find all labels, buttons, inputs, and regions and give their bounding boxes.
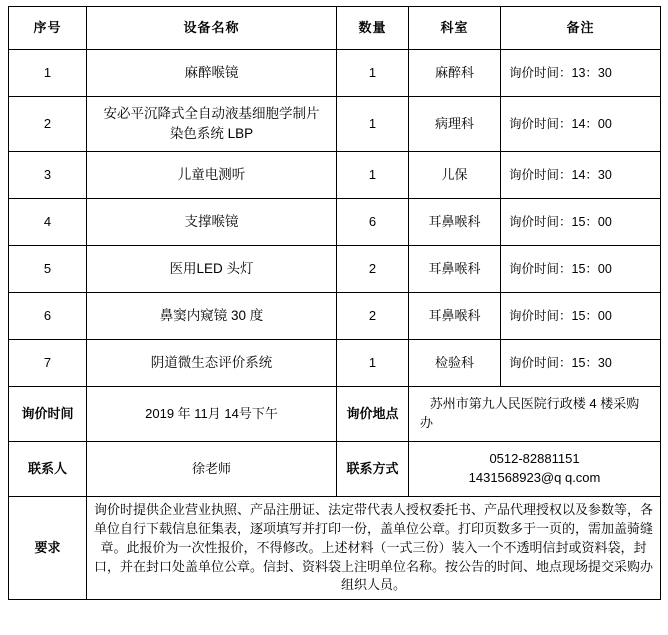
cell-no: 6 <box>9 293 87 340</box>
cell-remark: 询价时间：15：30 <box>501 340 661 387</box>
cell-quantity: 2 <box>337 293 409 340</box>
cell-department: 检验科 <box>409 340 501 387</box>
cell-equipment-name: 医用LED 头灯 <box>87 246 337 293</box>
contact-method-value <box>409 442 661 497</box>
cell-equipment-name <box>87 97 337 152</box>
cell-department: 病理科 <box>409 97 501 152</box>
contact-row <box>9 442 661 497</box>
inquiry-place-line2: 办 <box>420 415 434 430</box>
table-row <box>9 199 661 246</box>
cell-department: 儿保 <box>409 152 501 199</box>
cell-department: 耳鼻喉科 <box>409 293 501 340</box>
cell-equipment-name: 儿童电测听 <box>87 152 337 199</box>
cell-quantity: 1 <box>337 152 409 199</box>
cell-department: 耳鼻喉科 <box>409 246 501 293</box>
cell-equipment-name: 鼻窦内窥镜 30 度 <box>87 293 337 340</box>
cell-no: 3 <box>9 152 87 199</box>
cell-quantity: 1 <box>337 50 409 97</box>
cell-no: 5 <box>9 246 87 293</box>
cell-no: 7 <box>9 340 87 387</box>
contact-email: 1431568923@q q.com <box>468 470 601 485</box>
cell-no: 2 <box>9 97 87 152</box>
cell-remark: 询价时间：14：30 <box>501 152 661 199</box>
requirement-row <box>9 497 661 600</box>
header-equipment-name: 设备名称 <box>87 7 337 50</box>
cell-quantity: 1 <box>337 340 409 387</box>
header-no: 序号 <box>9 7 87 50</box>
contact-person-value: 徐老师 <box>87 442 337 497</box>
inquiry-time-label: 询价时间 <box>9 387 87 442</box>
table-row <box>9 293 661 340</box>
table-row <box>9 340 661 387</box>
inquiry-place-label: 询价地点 <box>337 387 409 442</box>
contact-person-label: 联系人 <box>9 442 87 497</box>
header-department: 科室 <box>409 7 501 50</box>
table-row <box>9 246 661 293</box>
inquiry-time-place-row <box>9 387 661 442</box>
cell-department: 耳鼻喉科 <box>409 199 501 246</box>
cell-equipment-name: 支撑喉镜 <box>87 199 337 246</box>
equipment-name-line2: 染色系统 LBP <box>169 126 254 141</box>
cell-department: 麻醉科 <box>409 50 501 97</box>
requirement-label: 要求 <box>9 497 87 600</box>
table-row <box>9 152 661 199</box>
table-header-row <box>9 7 661 50</box>
cell-remark: 询价时间：15：00 <box>501 246 661 293</box>
cell-equipment-name: 阴道微生态评价系统 <box>87 340 337 387</box>
header-remark: 备注 <box>501 7 661 50</box>
cell-remark: 询价时间：13：30 <box>501 50 661 97</box>
equipment-name-line1: 安必平沉降式全自动液基细胞学制片 <box>103 106 320 122</box>
inquiry-place-line1: 苏州市第九人民医院行政楼 4 楼采购 <box>429 396 640 412</box>
equipment-inquiry-table <box>8 6 661 600</box>
contact-method-label: 联系方式 <box>337 442 409 497</box>
table-row <box>9 97 661 152</box>
cell-no: 4 <box>9 199 87 246</box>
cell-remark: 询价时间：15：00 <box>501 293 661 340</box>
requirement-text: 询价时提供企业营业执照、产品注册证、法定带代表人授权委托书、产品代理授权以及参数等，各单位自行下载信息征集表，逐项填写并打印一份，盖单位公章。打印页数多于一页的，需加盖骑缝章。此报价为一次性报价，不得修改。上述材料（一式三份）装入一个不透明信封或资料袋，封口，并在封口处盖单位公章。信封、资料袋上注明单位名称。按公告的时间、地点现场提交采购办组织人员。 <box>87 497 661 600</box>
cell-quantity: 2 <box>337 246 409 293</box>
cell-no: 1 <box>9 50 87 97</box>
cell-quantity: 1 <box>337 97 409 152</box>
cell-equipment-name: 麻醉喉镜 <box>87 50 337 97</box>
inquiry-place-value <box>409 387 661 442</box>
contact-phone: 0512-82881151 <box>489 451 580 467</box>
cell-remark: 询价时间：15：00 <box>501 199 661 246</box>
table-row <box>9 50 661 97</box>
inquiry-time-value: 2019 年 11月 14号下午 <box>87 387 337 442</box>
cell-quantity: 6 <box>337 199 409 246</box>
header-quantity: 数量 <box>337 7 409 50</box>
cell-remark: 询价时间：14：00 <box>501 97 661 152</box>
